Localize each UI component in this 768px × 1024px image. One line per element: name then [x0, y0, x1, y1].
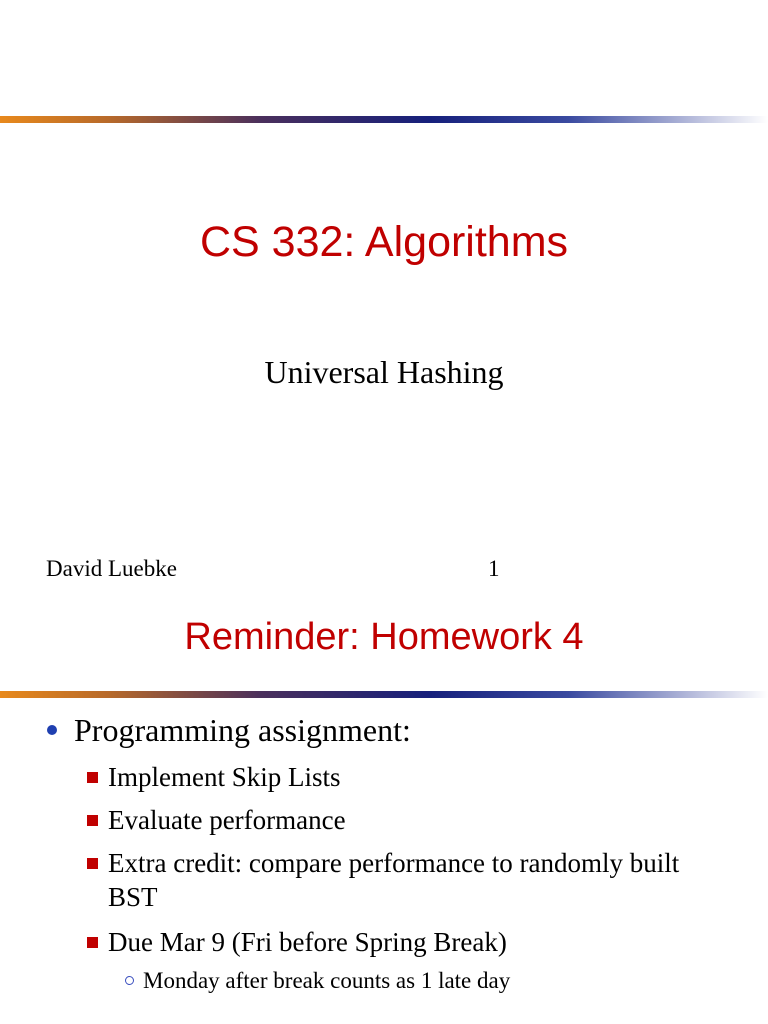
- sub-bullet-item: [108, 925, 698, 959]
- sub-bullet-text: Evaluate performance: [108, 805, 346, 835]
- footer-page-number: 1: [488, 556, 500, 580]
- bullet-ring-icon: [125, 976, 134, 985]
- sub-bullet-item: [108, 846, 698, 914]
- bullet-square-icon: [87, 815, 98, 826]
- bullet-text: Programming assignment:: [74, 712, 411, 748]
- sub-bullet-text: Due Mar 9 (Fri before Spring Break): [108, 927, 507, 957]
- sub-sub-bullet-item: [143, 968, 510, 994]
- title-rule: [0, 691, 768, 698]
- slide-2: [0, 580, 768, 1024]
- slide-title: CS 332: Algorithms: [199, 218, 569, 266]
- bullet-square-icon: [87, 772, 98, 783]
- sub-bullet-item: [108, 760, 698, 794]
- bullet-square-icon: [87, 937, 98, 948]
- footer-author: David Luebke: [46, 556, 177, 580]
- sub-bullet-text: Implement Skip Lists: [108, 762, 341, 792]
- slide-subtitle: Universal Hashing: [264, 354, 504, 390]
- slide-title: Reminder: Homework 4: [184, 616, 584, 658]
- title-rule: [0, 116, 768, 123]
- sub-sub-bullet-text: Monday after break counts as 1 late day: [143, 968, 511, 993]
- sub-bullet-text: Extra credit: compare performance to randomly built BST: [108, 848, 680, 912]
- bullet-item: [74, 712, 411, 749]
- bullet-square-icon: [87, 858, 98, 869]
- bullet-dot-icon: [47, 725, 57, 735]
- sub-bullet-item: [108, 803, 698, 837]
